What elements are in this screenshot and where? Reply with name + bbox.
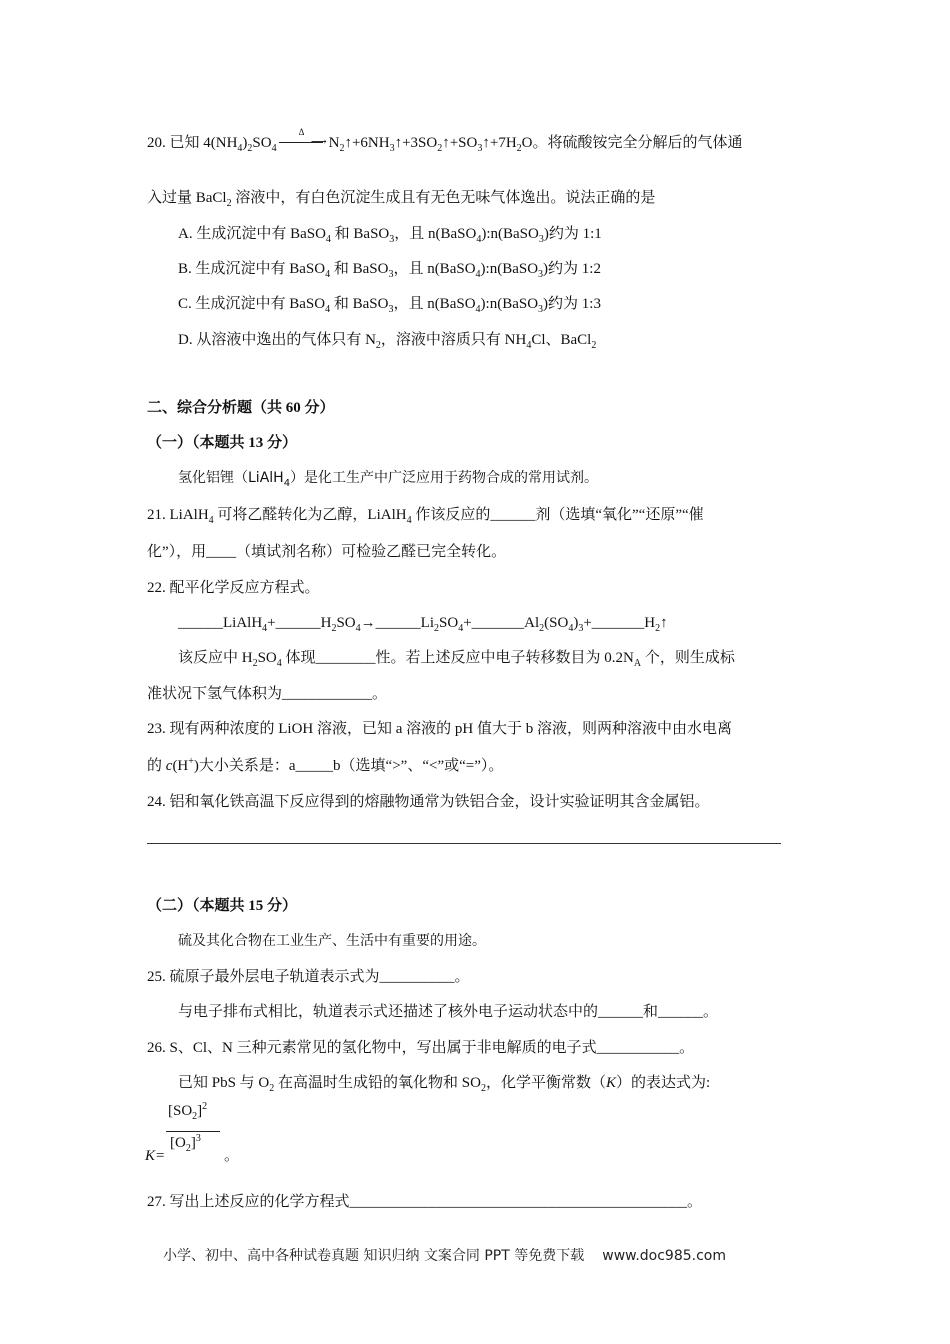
q20-text: O。将硫酸铵完全分解后的气体通 xyxy=(521,135,743,151)
equation-text: ↑ xyxy=(660,615,668,631)
q23-text: )大小关系是：a_____b（选填“>”、“<”或“=”）。 xyxy=(193,758,504,774)
subscript: 2 xyxy=(247,143,253,154)
subscript: 4 xyxy=(355,623,361,634)
equation-text: (SO xyxy=(544,615,569,631)
subscript: 3 xyxy=(538,234,544,245)
q20-text: 入过量 BaCl xyxy=(147,190,227,206)
option-text: ):n(BaSO xyxy=(480,296,539,312)
equation-text: +_______Al xyxy=(463,615,540,631)
part2-intro: 硫及其化合物在工业生产、生活中有重要的用途。 xyxy=(178,933,486,949)
q20-option-c xyxy=(178,294,601,314)
subscript: 4 xyxy=(406,515,412,526)
option-text: C. 生成沉淀中有 BaSO xyxy=(178,296,326,312)
subscript: 2 xyxy=(375,340,381,351)
subscript: 3 xyxy=(389,234,395,245)
subscript: 4 xyxy=(325,234,331,245)
q26: 26. S、Cl、N 三种元素常见的氢化物中，写出属于非电解质的电子式___________。 xyxy=(147,1040,695,1056)
q23-text: 的 xyxy=(147,758,166,774)
section-title: 二、综合分析题（共 60 分） xyxy=(147,400,335,416)
option-text: D. 从溶液中逸出的气体只有 N xyxy=(178,332,376,348)
subscript: 4 xyxy=(276,658,282,669)
q20-option-b xyxy=(178,259,601,279)
q20-text: SO xyxy=(252,135,272,151)
q20-text: 溶液中，有白色沉淀生成且有无色无味气体逸出。说法正确的是 xyxy=(231,190,656,206)
q23-text: c xyxy=(165,758,173,774)
q21-text: 21. LiAlH xyxy=(147,507,209,523)
fraction-denominator xyxy=(170,1135,201,1152)
equation-text: +______H xyxy=(267,615,332,631)
part2-title: （二）（本题共 15 分） xyxy=(147,898,298,914)
frac-text: ] xyxy=(197,1103,203,1119)
fraction-numerator xyxy=(168,1103,207,1120)
q20-option-a xyxy=(178,224,602,244)
q20-text: 20. 已知 4(NH xyxy=(147,135,238,151)
q20-text: ↑+7H xyxy=(482,135,517,151)
subscript: 4 xyxy=(271,143,277,154)
subscript: 4 xyxy=(262,623,268,634)
footer-link[interactable]: www.doc985.com xyxy=(602,1248,726,1264)
superscript: + xyxy=(188,756,194,767)
q25-line2: 与电子排布式相比，轨道表示式还描述了核外电子运动状态中的______和______。 xyxy=(178,1004,719,1020)
option-text: ):n(BaSO xyxy=(480,261,539,277)
subscript: 2 xyxy=(269,1083,275,1094)
subscript: 2 xyxy=(516,143,522,154)
answer-line xyxy=(147,843,781,844)
equation-text: +_______H xyxy=(583,615,656,631)
q20-line1 xyxy=(147,127,743,154)
intro-text: ）是化工生产中广泛应用于药物合成的常用试剂。 xyxy=(290,470,599,486)
option-text: ，且 n(BaSO xyxy=(393,261,476,277)
q22-text: 该反应中 H xyxy=(178,650,253,666)
subscript: 4 xyxy=(475,269,481,280)
q20-text: N xyxy=(328,135,340,151)
subscript: 4 xyxy=(476,234,482,245)
equation-text: ) xyxy=(573,615,579,631)
subscript: 2 xyxy=(226,198,232,209)
equation-text: →______Li xyxy=(360,615,434,631)
subscript: 3 xyxy=(388,269,394,280)
q22-text: 个，则生成标 xyxy=(641,650,735,666)
subscript: 4 xyxy=(568,623,574,634)
subscript: 2 xyxy=(539,623,545,634)
frac-text: [O xyxy=(170,1135,186,1151)
q21-line2: 化”），用____（填试剂名称）可检验乙醛已完全转化。 xyxy=(147,544,507,560)
q24: 24. 铝和氧化铁高温下反应得到的熔融物通常为铁铝合金，设计实验证明其含金属铝。 xyxy=(147,794,710,810)
q22-title: 22. 配平化学反应方程式。 xyxy=(147,580,320,596)
q22-text: SO xyxy=(257,650,277,666)
q23-line2 xyxy=(147,756,503,776)
subscript: 3 xyxy=(389,143,395,154)
q21-text: 可将乙醛转化为乙醇，LiAlH xyxy=(213,507,407,523)
subscript: 3 xyxy=(578,623,584,634)
option-text: A. 生成沉淀中有 BaSO xyxy=(178,226,326,242)
q25: 25. 硫原子最外层电子轨道表示式为__________。 xyxy=(147,969,470,985)
q21-line1 xyxy=(147,505,704,525)
subscript: 3 xyxy=(538,304,544,315)
q26-text: ）的表达式为: xyxy=(616,1075,711,1091)
subscript: 3 xyxy=(538,269,544,280)
subscript: 2 xyxy=(480,1083,486,1094)
part1-title: （一）（本题共 13 分） xyxy=(147,435,298,451)
k-label xyxy=(145,1146,165,1166)
subscript: 4 xyxy=(458,623,464,634)
option-text: )约为 1:3 xyxy=(543,296,601,312)
q23-line1: 23. 现有两种浓度的 LiOH 溶液，已知 a 溶液的 pH 值大于 b 溶液，则两种溶液中由水电离 xyxy=(147,721,732,737)
subscript: 2 xyxy=(339,143,345,154)
footer xyxy=(163,1245,726,1265)
subscript: 2 xyxy=(434,623,439,634)
q22-text: 体现________性。若上述反应中电子转移数目为 0.2N xyxy=(281,650,634,666)
option-text: ，且 n(BaSO xyxy=(394,226,477,242)
frac-text: [SO xyxy=(168,1103,193,1119)
q20-line2 xyxy=(147,188,655,208)
superscript: 2 xyxy=(202,1101,208,1112)
subscript: 2 xyxy=(331,623,337,634)
equation-text: SO xyxy=(336,615,356,631)
subscript: 2 xyxy=(591,340,597,351)
equation-text: SO xyxy=(439,615,459,631)
intro-text: 氢化铝锂（LiAlH xyxy=(178,470,284,486)
q22-equation xyxy=(178,613,668,633)
k-end: 。 xyxy=(224,1148,240,1164)
option-text: )约为 1:1 xyxy=(543,226,602,242)
k-label-text: K= xyxy=(145,1148,166,1164)
q21-text: 作该反应的______剂（选填“氧化”“还原”“催 xyxy=(411,507,704,523)
subscript: 3 xyxy=(477,143,483,154)
q23-text: (H xyxy=(172,758,189,774)
option-text: Cl、BaCl xyxy=(531,332,592,348)
arrow-head-icon: ⟶ xyxy=(310,136,327,148)
q20-text: ↑+SO xyxy=(442,135,478,151)
q20-text: ) xyxy=(242,135,248,151)
subscript: 2 xyxy=(192,1111,198,1122)
q26-text: 在高温时生成铅的氧化物和 SO xyxy=(274,1075,481,1091)
option-text: ，溶液中溶质只有 NH xyxy=(380,332,527,348)
subscript: 4 xyxy=(283,477,291,489)
superscript: 3 xyxy=(195,1133,201,1144)
q22-line2 xyxy=(178,648,735,668)
option-text: B. 生成沉淀中有 BaSO xyxy=(178,261,326,277)
subscript: 3 xyxy=(388,304,394,315)
frac-text: ] xyxy=(190,1135,196,1151)
fraction-bar xyxy=(166,1131,220,1132)
option-text: ):n(BaSO xyxy=(481,226,539,242)
subscript: 2 xyxy=(252,658,258,669)
q20-option-d xyxy=(178,330,596,350)
subscript: 2 xyxy=(185,1143,191,1154)
heating-arrow xyxy=(279,127,327,148)
option-text: 和 BaSO xyxy=(330,226,390,242)
subscript: 2 xyxy=(655,623,661,634)
q20-text: ↑+6NH xyxy=(344,135,390,151)
equation-text: ______LiAlH xyxy=(178,615,263,631)
option-text: 和 BaSO xyxy=(330,261,389,277)
subscript: A xyxy=(633,658,642,669)
option-text: ，且 n(BaSO xyxy=(393,296,476,312)
q26-text: ，化学平衡常数（ xyxy=(485,1075,606,1091)
q27: 27. 写出上述反应的化学方程式_____________________________________________。 xyxy=(147,1194,703,1210)
subscript: 4 xyxy=(325,269,331,280)
subscript: 4 xyxy=(325,304,331,315)
q22-line3: 准状况下氢气体积为____________。 xyxy=(147,686,388,702)
subscript: 2 xyxy=(437,143,443,154)
q26-text: K xyxy=(605,1075,616,1091)
heating-condition: Δ xyxy=(298,127,305,137)
q26-line2 xyxy=(178,1073,710,1093)
part1-intro xyxy=(178,468,598,488)
q20-text: ↑+3SO xyxy=(394,135,438,151)
subscript: 4 xyxy=(475,304,481,315)
subscript: 4 xyxy=(208,515,214,526)
subscript: 4 xyxy=(237,143,243,154)
footer-text: 小学、初中、高中各种试卷真题 知识归纳 文案合同 PPT 等免费下载 xyxy=(163,1248,585,1264)
option-text: 和 BaSO xyxy=(330,296,389,312)
q26-text: 已知 PbS 与 O xyxy=(178,1075,270,1091)
option-text: )约为 1:2 xyxy=(543,261,601,277)
subscript: 4 xyxy=(526,340,532,351)
